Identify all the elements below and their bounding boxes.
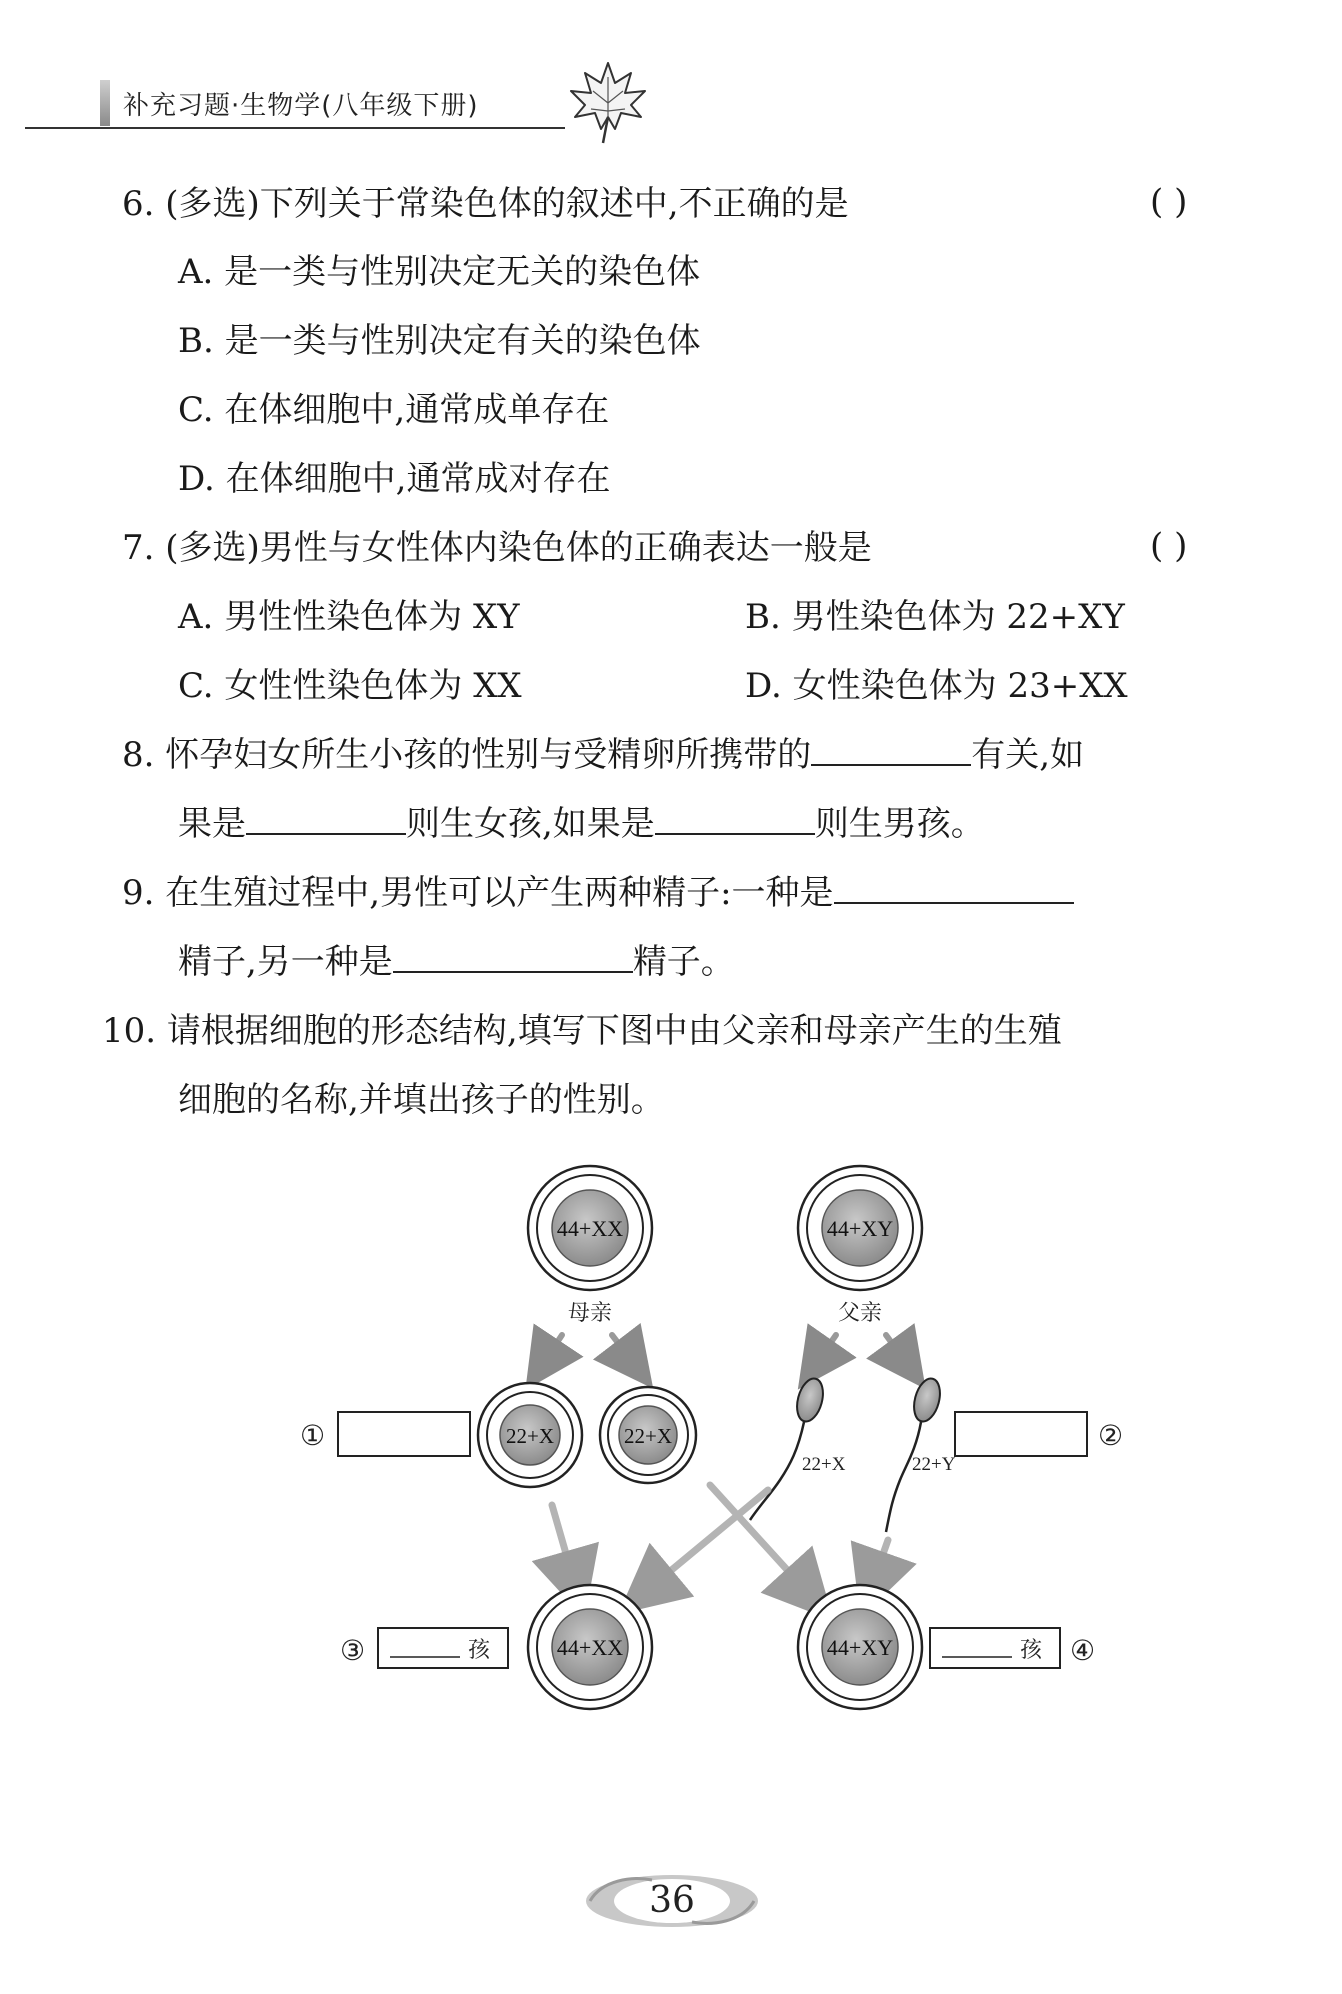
option-b: B. 男性染色体为 22+XY: [745, 597, 1125, 637]
mother-cell-label: 44+XX: [556, 1216, 624, 1241]
question-number: 10.: [102, 1011, 157, 1051]
question-text: 在生殖过程中,男性可以产生两种精子:一种是: [165, 873, 834, 913]
father-label: 父亲: [837, 1300, 883, 1325]
egg-cell-2: [600, 1387, 696, 1483]
answer-box-1[interactable]: [338, 1412, 470, 1456]
child-2-suffix: 孩: [1020, 1637, 1043, 1662]
header-title: 补充习题·生物学(八年级下册): [123, 91, 479, 121]
sperm-1-label: 22+X: [802, 1454, 846, 1475]
question-number: 6.: [122, 184, 155, 224]
page-number: 36: [649, 1880, 695, 1921]
question-text: 则生女孩,如果是: [406, 804, 655, 844]
maple-leaf-icon: [563, 55, 653, 145]
question-9-line-1: [122, 871, 1074, 915]
fill-blank[interactable]: [393, 941, 633, 973]
question-10-line-2: 细胞的名称,并填出孩子的性别。: [178, 1080, 665, 1120]
mother-cell: [528, 1166, 652, 1290]
sperm-2-label: 22+Y: [912, 1454, 956, 1475]
question-text: 果是: [178, 804, 246, 844]
fertilization-arrows: [552, 1485, 888, 1595]
question-text: 请根据细胞的形态结构,填写下图中由父亲和母亲产生的生殖: [166, 1011, 1062, 1051]
page-number-badge: [582, 1870, 762, 1932]
question-10-line-1: [102, 1009, 1062, 1053]
marker-2: ②: [1098, 1421, 1124, 1452]
child-1-suffix: 孩: [468, 1637, 491, 1662]
father-cell-label: 44+XY: [826, 1216, 894, 1241]
option-d: D. 在体细胞中,通常成对存在: [178, 459, 611, 499]
question-text: (多选)男性与女性体内染色体的正确表达一般是: [165, 528, 872, 568]
question-text: (多选)下列关于常染色体的叙述中,不正确的是: [165, 184, 849, 224]
egg-cell-1: [478, 1383, 582, 1487]
option-a: A. 男性性染色体为 XY: [178, 597, 520, 637]
option-b: B. 是一类与性别决定有关的染色体: [178, 321, 701, 361]
marker-4: ④: [1070, 1636, 1096, 1667]
fill-blank[interactable]: [655, 803, 815, 835]
child-cell-2: [798, 1585, 922, 1709]
fertilization-diagram: [290, 1160, 1150, 1740]
option-c: C. 在体细胞中,通常成单存在: [178, 390, 610, 430]
answer-box-2[interactable]: [955, 1412, 1087, 1456]
question-6-stem: [122, 182, 849, 226]
fill-blank[interactable]: [834, 872, 1074, 904]
marker-3: ③: [340, 1636, 366, 1667]
question-number: 7.: [122, 528, 155, 568]
option-d: D. 女性染色体为 23+XX: [745, 666, 1128, 706]
question-text: 怀孕妇女所生小孩的性别与受精卵所携带的: [165, 735, 812, 775]
sperm-cell-1: [750, 1376, 846, 1520]
option-c: C. 女性性染色体为 XX: [178, 666, 522, 706]
parent-arrows: [542, 1335, 908, 1365]
sperm-cell-2: [886, 1376, 956, 1532]
question-8-line-1: [122, 733, 1084, 777]
child-cell-1: [528, 1585, 652, 1709]
question-number: 8.: [122, 735, 155, 775]
question-text: 则生男孩。: [814, 804, 985, 844]
header-accent-bar: [100, 80, 110, 126]
child-2-label: 44+XY: [826, 1635, 894, 1660]
question-number: 9.: [122, 873, 155, 913]
mother-label: 母亲: [567, 1300, 613, 1325]
question-text: 精子,另一种是: [178, 942, 393, 982]
child-1-label: 44+XX: [556, 1635, 624, 1660]
answer-parens: ( ): [1150, 526, 1188, 566]
father-cell: [798, 1166, 922, 1290]
question-7-stem: [122, 526, 872, 570]
question-8-line-2: [178, 802, 985, 846]
question-text: 有关,如: [971, 735, 1085, 775]
answer-parens: ( ): [1150, 182, 1188, 222]
header-rule: [25, 127, 565, 129]
marker-1: ①: [300, 1421, 326, 1452]
egg-1-label: 22+X: [505, 1424, 555, 1448]
page-header: [25, 55, 645, 130]
fill-blank[interactable]: [246, 803, 406, 835]
egg-2-label: 22+X: [623, 1424, 673, 1448]
option-a: A. 是一类与性别决定无关的染色体: [178, 252, 701, 292]
question-text: 精子。: [632, 942, 735, 982]
fill-blank[interactable]: [811, 734, 971, 766]
question-9-line-2: [178, 940, 735, 984]
